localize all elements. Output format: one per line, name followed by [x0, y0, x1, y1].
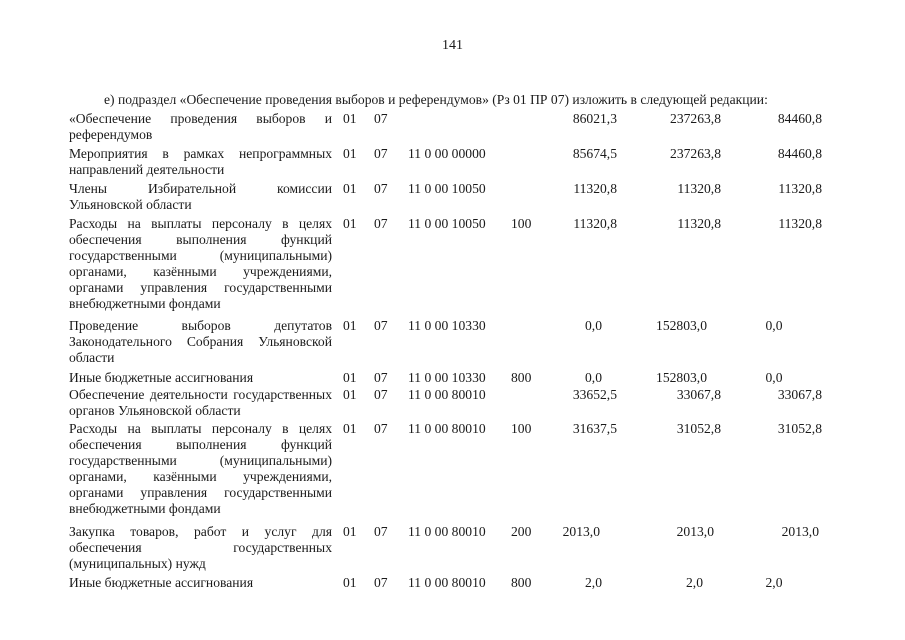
row-rz: 01 — [343, 421, 357, 436]
row-rz: 01 — [343, 370, 357, 385]
row-value-3: 84460,8 — [777, 146, 822, 161]
row-description: Члены Избирательной комиссии Ульяновской области — [69, 181, 332, 212]
row-value-2: 237263,8 — [670, 111, 721, 126]
row-value-1: 31637,5 — [572, 421, 617, 436]
row-description: Иные бюджетные ассигнования — [69, 575, 254, 590]
row-value-3: 11320,8 — [778, 216, 822, 231]
row-value-2: 152803,0 — [656, 318, 707, 333]
row-vr: 100 — [511, 421, 532, 436]
row-value-2: 33067,8 — [676, 387, 721, 402]
row-rz: 01 — [343, 181, 357, 196]
row-value-3: 2,0 — [765, 575, 783, 590]
row-value-2: 237263,8 — [670, 146, 721, 161]
row-pr: 07 — [374, 181, 388, 196]
row-csr: 11 0 00 80010 — [408, 421, 486, 436]
row-value-2: 11320,8 — [677, 181, 721, 196]
row-pr: 07 — [374, 387, 388, 402]
row-value-3: 11320,8 — [778, 181, 822, 196]
row-rz: 01 — [343, 575, 357, 590]
row-csr: 11 0 00 80010 — [408, 575, 486, 590]
row-csr: 11 0 00 10050 — [408, 181, 486, 196]
row-value-1: 11320,8 — [573, 216, 617, 231]
row-rz: 01 — [343, 111, 357, 126]
row-value-1: 33652,5 — [572, 387, 617, 402]
row-description: Иные бюджетные ассигнования — [69, 370, 254, 385]
row-description: Проведение выборов депутатов Законодательного Собрания Ульяновской области — [69, 318, 332, 365]
row-value-3: 33067,8 — [777, 387, 822, 402]
row-rz: 01 — [343, 318, 357, 333]
row-description: Обеспечение деятельности государственных органов Ульяновской области — [69, 387, 332, 418]
row-value-2: 2,0 — [686, 575, 703, 590]
row-csr: 11 0 00 00000 — [408, 146, 486, 161]
row-pr: 07 — [374, 421, 388, 436]
row-value-2: 31052,8 — [676, 421, 721, 436]
row-rz: 01 — [343, 524, 357, 539]
row-value-3: 31052,8 — [777, 421, 822, 436]
row-value-1: 0,0 — [585, 318, 602, 333]
row-description: Закупка товаров, работ и услуг для обеспечения государственных (муниципальных) нужд — [69, 524, 332, 571]
row-pr: 07 — [374, 575, 388, 590]
row-vr: 800 — [511, 370, 532, 385]
row-value-3: 84460,8 — [777, 111, 822, 126]
row-description: Мероприятия в рамках непрограммных направлений деятельности — [69, 146, 332, 177]
row-description: Расходы на выплаты персоналу в целях обеспечения выполнения функций государственными (муниципальными) органами, казёнными учреждениями, органами управления государственными внебюджетными фондами — [69, 421, 332, 516]
row-value-1: 11320,8 — [573, 181, 617, 196]
row-csr: 11 0 00 80010 — [408, 387, 486, 402]
row-value-1: 2013,0 — [562, 524, 600, 539]
row-pr: 07 — [374, 318, 388, 333]
row-value-3: 0,0 — [765, 318, 783, 333]
row-vr: 200 — [511, 524, 532, 539]
row-rz: 01 — [343, 146, 357, 161]
row-rz: 01 — [343, 216, 357, 231]
row-pr: 07 — [374, 146, 388, 161]
page-number: 141 — [442, 38, 463, 53]
row-pr: 07 — [374, 524, 388, 539]
row-value-2: 2013,0 — [676, 524, 714, 539]
row-description: Расходы на выплаты персоналу в целях обеспечения выполнения функций государственными (муниципальными) органами, казёнными учреждениями, органами управления государственными внебюджетными фондами — [69, 216, 332, 311]
row-pr: 07 — [374, 370, 388, 385]
row-value-1: 0,0 — [585, 370, 602, 385]
row-value-2: 11320,8 — [677, 216, 721, 231]
row-rz: 01 — [343, 387, 357, 402]
intro-text: е) подраздел «Обеспечение проведения выборов и референдумов» (Рз 01 ПР 07) изложить в следующей редакции: — [104, 92, 768, 107]
row-value-3: 2013,0 — [781, 524, 819, 539]
row-value-1: 2,0 — [585, 575, 602, 590]
row-value-1: 85674,5 — [572, 146, 617, 161]
row-description: «Обеспечение проведения выборов и референдумов — [69, 111, 332, 142]
row-value-3: 0,0 — [765, 370, 783, 385]
row-csr: 11 0 00 10050 — [408, 216, 486, 231]
row-csr: 11 0 00 80010 — [408, 524, 486, 539]
row-vr: 800 — [511, 575, 532, 590]
row-pr: 07 — [374, 216, 388, 231]
row-csr: 11 0 00 10330 — [408, 370, 486, 385]
row-value-1: 86021,3 — [572, 111, 617, 126]
row-vr: 100 — [511, 216, 532, 231]
row-pr: 07 — [374, 111, 388, 126]
row-csr: 11 0 00 10330 — [408, 318, 486, 333]
row-value-2: 152803,0 — [656, 370, 707, 385]
